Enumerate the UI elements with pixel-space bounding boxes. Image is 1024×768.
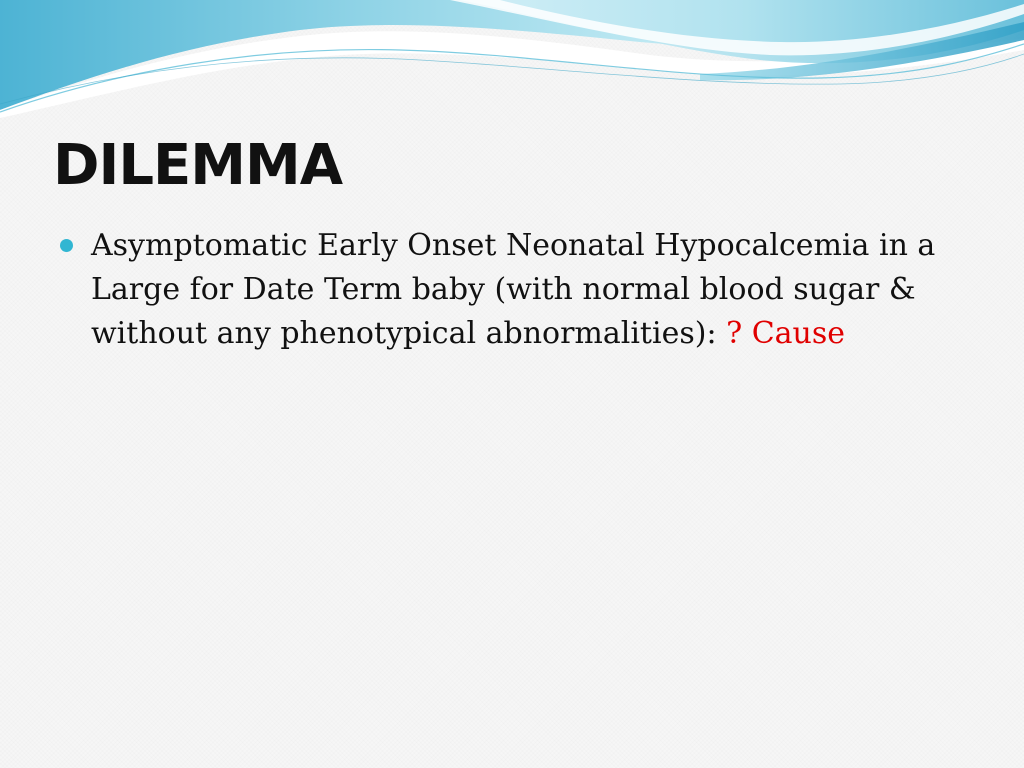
slide-title: DILEMMA bbox=[53, 133, 343, 198]
bullet-list bbox=[60, 224, 970, 356]
bullet-dot-icon bbox=[60, 239, 73, 252]
bullet-text: Asymptomatic Early Onset Neonatal Hypocalcemia in a Large for Date Term baby (with normal blood sugar & without any phenotypical abnormalities): bbox=[91, 228, 936, 351]
bullet-item bbox=[60, 224, 970, 356]
header-wave-decoration bbox=[0, 0, 1024, 130]
bullet-highlight-text: ? Cause bbox=[726, 316, 846, 351]
